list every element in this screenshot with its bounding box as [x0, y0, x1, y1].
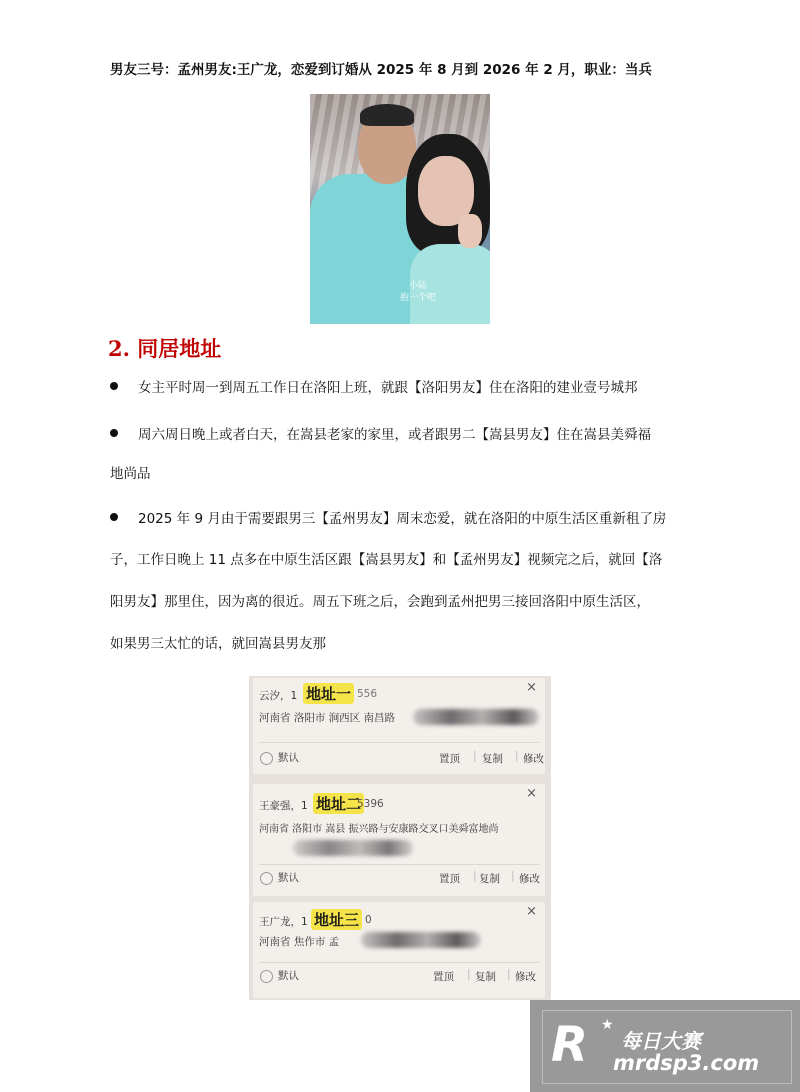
action-separator: |: [511, 870, 515, 882]
paragraph-1-text: 女主平时周一到周五工作日在洛阳上班，就跟【洛阳男友】住在洛阳的建业壹号城邦: [138, 380, 638, 396]
address-tag: 地址二: [313, 793, 364, 814]
address-card-1: [253, 678, 545, 774]
close-icon[interactable]: ×: [526, 786, 537, 801]
photo-man-hair: [360, 104, 414, 126]
paragraph-2-continued: [110, 460, 695, 490]
divider: [259, 742, 539, 743]
contact-name: 王豪强，1: [259, 800, 308, 812]
site-watermark: [530, 1000, 800, 1092]
edit-button[interactable]: 修改: [515, 971, 536, 983]
edit-button[interactable]: 修改: [523, 753, 544, 765]
address-card-2: [253, 784, 545, 896]
watermark-logo: R: [551, 1017, 588, 1073]
watermark-url: mrdsp3.com: [613, 1051, 760, 1075]
address-text: 河南省 焦作市 孟: [259, 936, 340, 948]
photo-caption: [388, 280, 448, 304]
action-separator: |: [473, 870, 477, 882]
action-separator: |: [507, 968, 511, 980]
photo-caption-line-2: 抱一个吧: [399, 293, 436, 303]
redacted-blur: [413, 709, 539, 725]
action-separator: |: [515, 750, 519, 762]
address-text: 河南省 洛阳市 嵩县 振兴路与安康路交叉口美舜富地尚: [259, 824, 499, 835]
paragraph-3-line-4-text: 如果男三太忙的话，就回嵩县男友那: [110, 636, 326, 652]
paragraph-2-text-cont: 地尚品: [110, 466, 151, 482]
pin-top-button[interactable]: 置顶: [439, 873, 460, 885]
paragraph-2-text: 周六周日晚上或者白天，在嵩县老家的家里，或者跟男二【嵩县男友】住在嵩县美舜福: [138, 427, 651, 443]
action-separator: |: [473, 750, 477, 762]
address-tag: 地址三: [311, 909, 362, 930]
phone-tail: 5396: [357, 798, 384, 810]
bullet-icon: [110, 382, 118, 390]
bullet-icon: [110, 429, 118, 437]
redacted-blur: [361, 932, 481, 948]
paragraph-3-line-3-text: 阳男友】那里住，因为离的很近。周五下班之后，会跑到孟州把男三接回洛阳中原生活区，: [110, 594, 650, 610]
edit-button[interactable]: 修改: [519, 873, 540, 885]
couple-photo: [310, 94, 490, 324]
default-radio[interactable]: [260, 872, 273, 885]
default-label: 默认: [278, 970, 299, 982]
divider: [259, 864, 539, 865]
star-icon: ★: [601, 1017, 614, 1033]
watermark-frame: [542, 1010, 792, 1084]
paragraph-3-line-1: 2025 年 9 月由于需要跟男三【孟州男友】周末恋爱，就在洛阳的中原生活区重新租了房: [138, 511, 667, 527]
address-text: 河南省 洛阳市 涧西区 南昌路: [259, 712, 396, 724]
paragraph-3-line-2-text: 子，工作日晚上 11 点多在中原生活区跟【嵩县男友】和【孟州男友】视频完之后，就回【洛: [110, 552, 663, 568]
photo-caption-line-1: 小陆: [408, 281, 427, 291]
close-icon[interactable]: ×: [526, 680, 537, 695]
copy-button[interactable]: 复制: [482, 753, 503, 765]
paragraph-3: [110, 505, 695, 535]
default-label: 默认: [278, 752, 299, 764]
address-card-3: [253, 902, 545, 998]
bullet-icon: [110, 513, 118, 521]
action-separator: |: [467, 968, 471, 980]
address-tag: 地址一: [303, 683, 354, 704]
paragraph-2: [110, 421, 695, 451]
address-list-screenshot: [249, 676, 551, 1000]
default-label: 默认: [278, 872, 299, 884]
phone-tail: 0: [365, 914, 372, 926]
default-radio[interactable]: [260, 752, 273, 765]
paragraph-3-line-2: [110, 546, 695, 576]
contact-name: 王广龙，1: [259, 916, 308, 928]
close-icon[interactable]: ×: [526, 904, 537, 919]
photo-hand: [458, 214, 482, 248]
contact-name: 云汐，1: [259, 690, 298, 702]
boyfriend-three-heading: 男友三号：孟州男友:王广龙，恋爱到订婚从 2025 年 8 月到 2026 年 2 月，职业：当兵: [110, 62, 652, 78]
watermark-site-name: 每日大赛: [621, 1029, 701, 1053]
pin-top-button[interactable]: 置顶: [439, 753, 460, 765]
paragraph-3-line-3: [110, 588, 695, 618]
divider: [259, 962, 539, 963]
copy-button[interactable]: 复制: [475, 971, 496, 983]
phone-tail: 556: [357, 688, 378, 700]
section-title: 2. 同居地址: [108, 336, 222, 361]
copy-button[interactable]: 复制: [479, 873, 500, 885]
paragraph-1: [110, 374, 695, 404]
pin-top-button[interactable]: 置顶: [433, 971, 454, 983]
default-radio[interactable]: [260, 970, 273, 983]
paragraph-3-line-4: [110, 630, 695, 660]
redacted-blur: [293, 840, 413, 856]
